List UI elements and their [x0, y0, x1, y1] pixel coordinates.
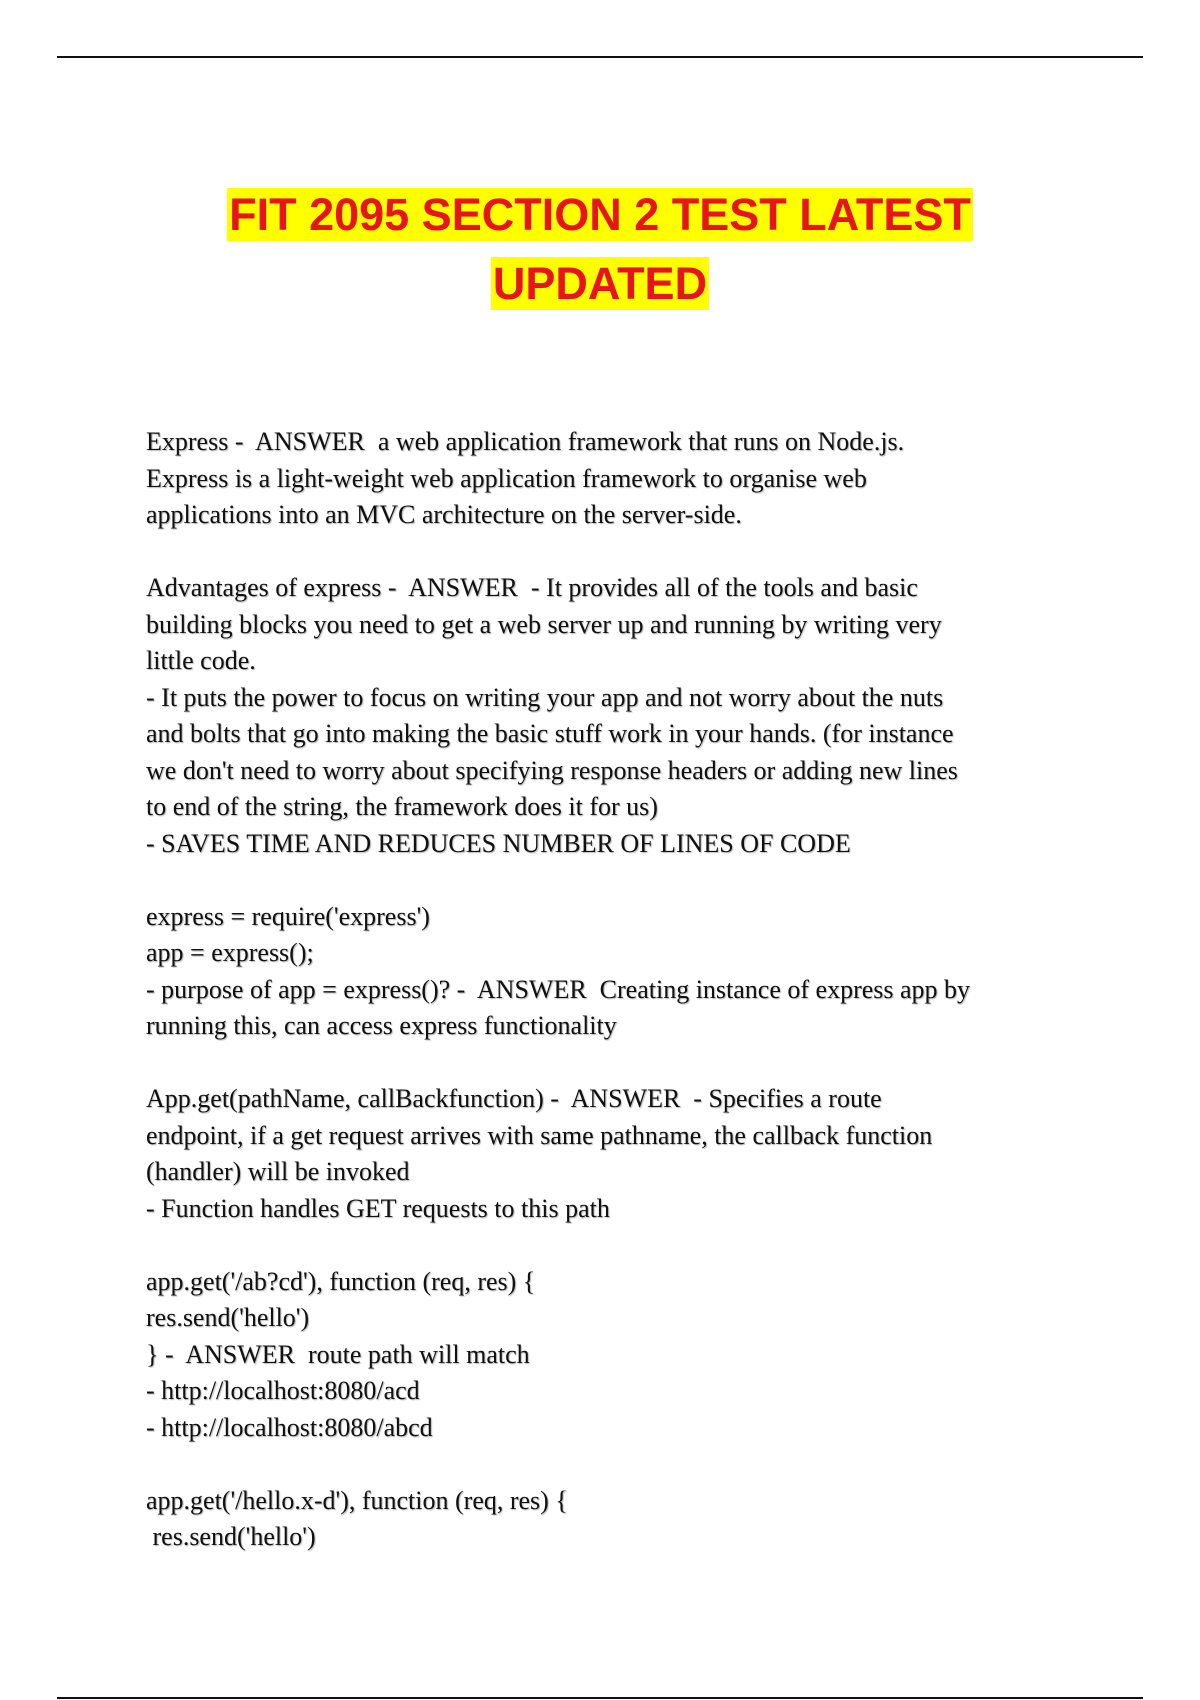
bottom-rule — [57, 1697, 1143, 1699]
text-line: - http://localhost:8080/abcd — [146, 1412, 433, 1442]
entry-express-instance — [146, 899, 1066, 1045]
top-rule — [57, 56, 1143, 58]
code-line: app.get('/hello.x-d'), function (req, res) { — [146, 1485, 568, 1515]
text-line: Advantages of express - ANSWER - It provides all of the tools and basic — [146, 573, 918, 602]
text-line: App.get(pathName, callBackfunction) - ANSWER - Specifies a route — [146, 1084, 882, 1113]
text-line: - It puts the power to focus on writing your app and not worry about the nuts — [146, 682, 944, 712]
text-line: Express - ANSWER a web application framework that runs on Node.js. — [146, 427, 905, 456]
text-line: } - ANSWER route path will match — [146, 1339, 530, 1369]
text-line: - SAVES TIME AND REDUCES NUMBER OF LINES OF CODE — [146, 828, 851, 858]
text-line: and bolts that go into making the basic stuff work in your hands. (for instance — [146, 719, 954, 748]
code-line: express = require('express') — [146, 901, 430, 931]
text-line: little code. — [146, 646, 256, 675]
entry-express — [146, 424, 1066, 534]
text-line: - http://localhost:8080/acd — [146, 1376, 420, 1405]
code-line: app.get('/ab?cd'), function (req, res) { — [146, 1266, 536, 1296]
entry-advantages — [146, 570, 1066, 862]
text-line: building blocks you need to get a web server up and running by writing very — [146, 609, 942, 639]
entry-app-get — [146, 1081, 1066, 1227]
text-line: to end of the string, the framework does it for us) — [146, 792, 658, 821]
text-line: endpoint, if a get request arrives with same pathname, the callback function — [146, 1120, 933, 1150]
text-line: (handler) will be invoked — [146, 1157, 410, 1186]
entry-route-hello — [146, 1483, 1066, 1556]
code-line: res.send('hello') — [146, 1303, 310, 1332]
text-line: Express is a light-weight web application framework to organise web — [146, 463, 867, 493]
entry-route-ab-cd — [146, 1264, 1066, 1447]
title-line-1: FIT 2095 SECTION 2 TEST LATEST — [229, 189, 971, 240]
text-line: - Function handles GET requests to this path — [146, 1193, 610, 1223]
code-line: app = express(); — [146, 938, 314, 967]
code-line: res.send('hello') — [146, 1522, 316, 1551]
text-line: we don't need to worry about specifying response headers or adding new lines — [146, 755, 958, 785]
document-title — [0, 180, 1200, 318]
text-line: - purpose of app = express()? - ANSWER Creating instance of express app by — [146, 974, 971, 1004]
text-line: applications into an MVC architecture on the server-side. — [146, 500, 742, 529]
title-line-2: UPDATED — [492, 258, 708, 309]
text-line: running this, can access express functionality — [146, 1011, 617, 1040]
document-body — [146, 424, 1066, 1592]
